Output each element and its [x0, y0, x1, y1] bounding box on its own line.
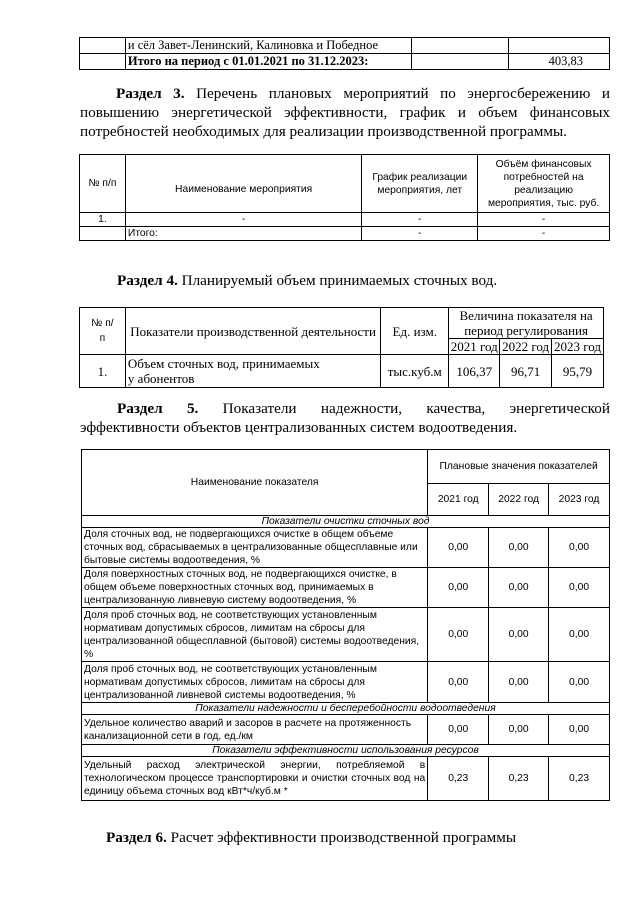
- measures-row1-schedule: -: [362, 213, 478, 227]
- measures-header-schedule: График реализации мероприятия, лет: [362, 155, 478, 213]
- volume-header-unit: Ед. изм.: [381, 308, 449, 355]
- indicator-row-3-2022: 0,00: [489, 608, 549, 662]
- measures-total-schedule: -: [362, 227, 478, 241]
- indicators-year-2023: 2023 год: [549, 484, 610, 516]
- indicator-row-2-2022: 0,00: [489, 568, 549, 608]
- section5-paragraph: [80, 399, 610, 437]
- section5-text: Показатели надежности, качества, энергетической эффективности объектов централизованных систем водоотведения.: [80, 400, 610, 436]
- indicator-row-6-name: Удельный расход электрической энергии, потребляемой в технологическом процессе транспортировки и очистки сточных вод на единицу объема сточных вод кВт*ч/куб.м *: [82, 757, 428, 801]
- indicators-header-name: Наименование показателя: [82, 450, 428, 516]
- measures-total-finance: -: [478, 227, 610, 241]
- indicator-row-5-name: Удельное количество аварий и засоров в расчете на протяженность канализационной сети в год, ед./км: [82, 715, 428, 745]
- volume-row-2022: 96,71: [500, 355, 552, 388]
- measures-row1-name: -: [125, 213, 361, 227]
- indicator-row-3-2023: 0,00: [549, 608, 610, 662]
- measures-total-label: Итого:: [125, 227, 361, 241]
- indicator-row-5-2022: 0,00: [489, 715, 549, 745]
- indicator-row-1-2022: 0,00: [489, 528, 549, 568]
- indicators-table: [81, 449, 610, 801]
- indicator-row-2-2021: 0,00: [428, 568, 489, 608]
- top-continuation-table: [79, 37, 610, 70]
- indicator-row-3-2021: 0,00: [428, 608, 489, 662]
- indicators-year-2021: 2021 год: [428, 484, 489, 516]
- indicator-row-2-name: Доля поверхностных сточных вод, не подвергающихся очистке, в общем объеме поверхностных сточных вод, принимаемых в централизованную ливневую систему водоотведения, %: [82, 568, 428, 608]
- indicator-row-1-2021: 0,00: [428, 528, 489, 568]
- indicators-header-plan: Плановые значения показателей: [428, 450, 610, 484]
- volume-row-num: 1.: [80, 355, 126, 388]
- section5-label: Раздел 5.: [117, 400, 199, 417]
- indicator-row-6-2021: 0,23: [428, 757, 489, 801]
- indicator-row-4-2021: 0,00: [428, 662, 489, 703]
- indicator-row-6-2023: 0,23: [549, 757, 610, 801]
- measures-header-finance: Объём финансовых потребностей на реализацию мероприятия, тыс. руб.: [478, 155, 610, 213]
- measures-row1-num: 1.: [80, 213, 126, 227]
- volume-year-2022: 2022 год: [500, 339, 552, 355]
- measures-header-name: Наименование мероприятия: [125, 155, 361, 213]
- total-value: 403,83: [509, 54, 610, 70]
- volume-header-period: Величина показателя на период регулирования: [449, 308, 604, 339]
- measures-header-num: № п/п: [80, 155, 126, 213]
- indicator-row-5-2023: 0,00: [549, 715, 610, 745]
- section3-label: Раздел 3.: [116, 85, 185, 102]
- section4-text: Планируемый объем принимаемых сточных вод.: [177, 272, 498, 289]
- group-reliability-heading: Показатели надежности и бесперебойности водоотведения: [82, 703, 610, 715]
- volume-year-2023: 2023 год: [552, 339, 604, 355]
- volume-header-num: № п/п: [80, 308, 126, 355]
- group-resources-heading: Показатели эффективности использования ресурсов: [82, 745, 610, 757]
- indicator-row-5-2021: 0,00: [428, 715, 489, 745]
- indicator-row-4-2023: 0,00: [549, 662, 610, 703]
- measures-table: [79, 154, 610, 241]
- indicator-row-4-2022: 0,00: [489, 662, 549, 703]
- section4-paragraph: [117, 271, 610, 290]
- indicators-year-2022: 2022 год: [489, 484, 549, 516]
- section3-paragraph: [80, 84, 610, 141]
- volume-header-name: Показатели производственной деятельности: [125, 308, 380, 355]
- section6-paragraph: [106, 828, 610, 847]
- section6-text: Расчет эффективности производственной программы: [166, 829, 517, 846]
- volume-year-2021: 2021 год: [450, 339, 498, 354]
- indicator-row-4-name: Доля проб сточных вод, не соответствующих установленным нормативам допустимых сбросов, лимитам на сбросы для централизованной ливневой системы водоотведения, %: [82, 662, 428, 703]
- indicator-row-1-2023: 0,00: [549, 528, 610, 568]
- volume-row-unit: тыс.куб.м: [381, 355, 449, 388]
- measures-row1-finance: -: [478, 213, 610, 227]
- section6-label: Раздел 6.: [106, 829, 167, 846]
- group-treatment-heading: Показатели очистки сточных вод: [82, 516, 610, 528]
- total-label: Итого на период с 01.01.2021 по 31.12.2023:: [125, 54, 411, 70]
- section3-text: Перечень плановых мероприятий по энергосбережению и повышению энергетической эффективности, график и объем финансовых потребностей необходимых для реализации производственной программы.: [80, 85, 610, 140]
- wastewater-volume-table: [79, 307, 604, 388]
- volume-row-name: Объем сточных вод, принимаемых у абонентов: [125, 355, 380, 388]
- volume-row-2023: 95,79: [552, 355, 604, 388]
- indicator-row-3-name: Доля проб сточных вод, не соответствующих установленным нормативам допустимых сбросов, лимитам на сбросы для централизованной общесплавной (бытовой) системы водоотведения, %: [82, 608, 428, 662]
- section4-label: Раздел 4.: [117, 272, 178, 289]
- indicator-row-2-2023: 0,00: [549, 568, 610, 608]
- volume-row-2021: 106,37: [449, 355, 500, 388]
- indicator-row-1-name: Доля сточных вод, не подвергающихся очистке в общем объеме сточных вод, сбрасываемых в централизованные общесплавные или бытовые системы водоотведения, %: [82, 528, 428, 568]
- top-row-text: и сёл Завет-Ленинский, Калиновка и Победное: [125, 38, 411, 54]
- measures-row2-num: [80, 227, 126, 241]
- indicator-row-6-2022: 0,23: [489, 757, 549, 801]
